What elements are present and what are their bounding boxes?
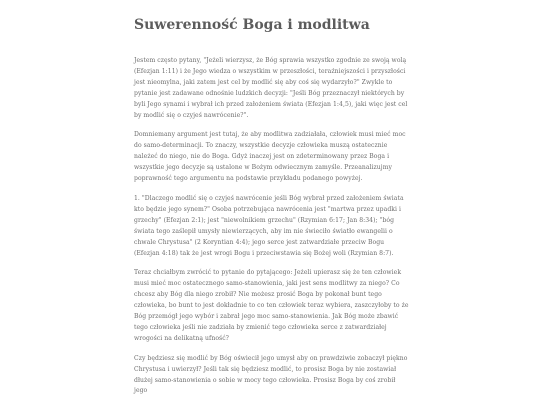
article-title: Suwerenność Boga i modlitwa <box>134 17 370 33</box>
article-paragraph: Czy będziesz się modlić by Bóg oświecił jego umysł aby on prawdziwie zobaczył piękno Chrystusa i uwierzył? Jeśli tak się będziesz modlić, to prosisz Boga by nie zostawiał dłużej samo-stanowienia o sobie w mocy tego człowieka. Prosisz Boga by coś zrobił jego <box>134 354 408 395</box>
article-paragraph: Jestem często pytany, "Jeżeli wierzysz, że Bóg sprawia wszystko zgodnie ze swoją wolą (Efezjan 1:11) i że Jego wiedza o wszystkim w przeszłości, teraźniejszości i przyszłości jest nieomylna, jaki zatem jest cel by modlić się aby coś się wydarzyło?" Zwykle to pytanie jest zadawane odnośnie ludzkich decyzji: "Jeśli Bóg przeznaczył niektórych by byli Jego synami i wybrał ich przed założeniem świata (Efezjan 1:4,5), jaki więc jest cel by modlić się o czyjeś nawrócenie?". <box>134 57 408 119</box>
article-paragraph: Domniemany argument jest tutaj, że aby modlitwa zadziałała, człowiek musi mieć moc do samo-determinacji. To znaczy, wszystkie decyzje człowieka muszą ostatecznie należeć do niego, nie do Boga. Gdyż inaczej jest on zdeterminowany przez Boga i wszystkie jego decyzje są ustalone w Bożym odwiecznym zamyśle. Przeanalizujmy poprawność tego argumentu na podstawie przykładu podanego powyżej. <box>134 131 406 183</box>
article <box>134 16 410 406</box>
article-paragraph: 1. "Dlaczego modlić się o czyjeś nawrócenie jeśli Bóg wybrał przed założeniem świata kto będzie jego synem?" Osoba potrzebująca nawrócenia jest "martwa przez upadki i grzechy" (Efezjan 2:1); jest "niewolnikiem grzechu" (Rzymian 6:17; Jan 8:34); "bóg świata tego zaślepił umysły niewierzących, aby im nie świeciło światło ewangelii o chwale Chrystusa" (2 Koryntian 4:4); jego serce jest zatwardziałe przeciw Bogu (Efezjan 4:18) tak że jest wrogi Bogu i przeciwstawia się Bożej woli (Rzymian 8:7). <box>134 194 404 257</box>
article-paragraph: Teraz chciałbym zwrócić to pytanie do pytającego: Jeżeli upierasz się że ten człowiek musi mieć moc ostatecznego samo-stanowienia, jaki jest sens modlitwy za niego? Co chcesz aby Bóg dla niego zrobił? Nie możesz prosić Boga by pokonał bunt tego człowieka, bo bunt to jest dokładnie to co ten człowiek teraz wybiera, zaszczyłoby to że Bóg przemógł jego wybór i zabrał jego moc samo-stanowienia. Jak Bóg może zbawić tego człowieka jeśli nie zadziała by zmienić tego człowieka serce z zatwardziałej wrogości na delikatną ufność? <box>134 269 409 342</box>
